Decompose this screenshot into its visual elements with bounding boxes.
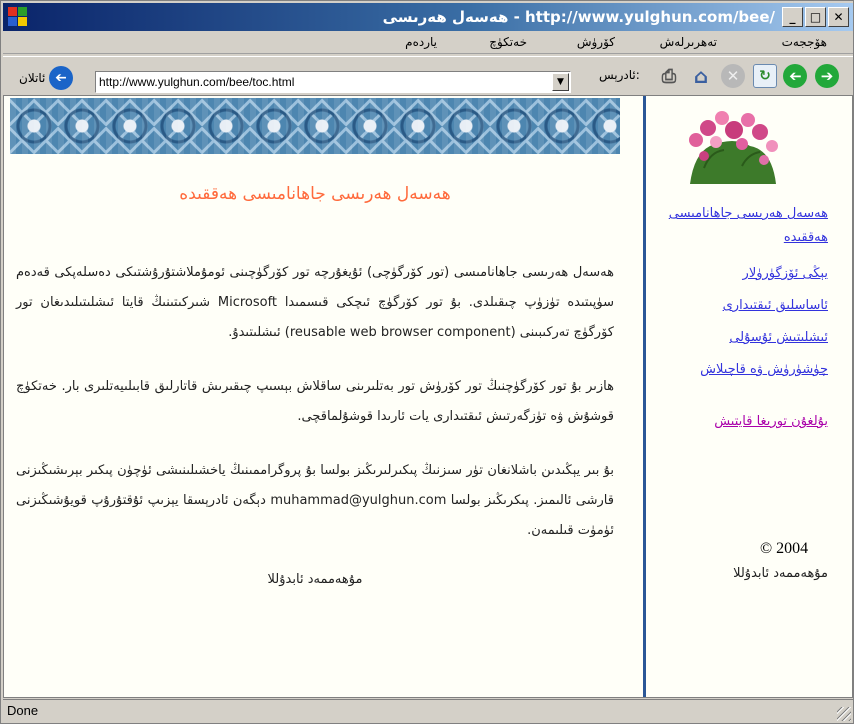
menu-bookmarks[interactable]: خەتكۈچ xyxy=(489,35,527,49)
go-button[interactable] xyxy=(19,66,73,90)
address-dropdown-icon[interactable]: ▼ xyxy=(552,73,569,91)
copyright-text: © 2004 xyxy=(760,540,809,557)
stop-icon[interactable]: ✕ xyxy=(721,64,745,88)
sidebar-author: مۇھەممەد ئابدۇللا xyxy=(733,566,828,581)
menu-edit[interactable]: تەھرىرلەش xyxy=(659,35,717,49)
web-content[interactable] xyxy=(3,95,853,698)
address-value[interactable]: http://www.yulghun.com/bee/toc.html xyxy=(99,75,295,89)
menu-help[interactable]: ياردەم xyxy=(405,35,437,49)
title-bar[interactable] xyxy=(3,3,853,31)
toolbar xyxy=(3,56,853,94)
feedback-paragraph: بۇ بىر يېڭىدىن باشلانغان تۈر سىزنىڭ پىكىرلىرىڭىز بولسا بۇ پروگراممىنىڭ ياخشىلىنىشى ئۈچۈن پىكىر بېرىشىڭىزنى قارشى ئالىمىز. پىكرىڭىز بولسا muhammad@yulghun.com دېگەن ئادرېسقا يېزىپ ئۇقتۇرۇپ قويۇشىڭىزنى ئۈمۈت قىلىمەن. xyxy=(16,463,614,538)
intro-paragraph: هەسەل هەرىسى جاھانامىسى (تور كۆرگۈچى) ئۇيغۇرچە تور كۆرگۈچىنى ئومۇملاشتۇرۇشتىكى دەسلەپكى قەدەم سۈپىتىدە تۈزۈپ چىقىلدى. بۇ تور كۆرگۈچ ئىچكى قىسمىدا Microsoft شىركىتىنىڭ قايتا ئىشلىتىلىدىغان تور كۆرگۈچ تەركىبىنى (reusable web browser component) ئىشلىتىدۇ. xyxy=(16,265,614,340)
sidebar-link-features[interactable]: ئاساسلىق ئىقتىدارى xyxy=(722,298,828,313)
author-name: مۇھەممەد ئابدۇللا xyxy=(267,572,363,587)
home-icon[interactable]: ⌂ xyxy=(693,64,709,88)
address-field[interactable] xyxy=(95,71,571,93)
menu-file[interactable]: ھۆججەت xyxy=(781,35,827,49)
main-content xyxy=(10,154,620,694)
close-button[interactable]: ✕ xyxy=(828,7,849,27)
back-icon[interactable]: ➔ xyxy=(783,64,807,88)
address-label: ئادرېس: xyxy=(599,68,640,82)
menu-bar xyxy=(3,32,853,54)
resize-grip-icon[interactable] xyxy=(837,707,851,721)
sidebar-link-download[interactable]: چۈشۈرۈش ۋە قاچىلاش xyxy=(700,362,828,377)
sidebar xyxy=(646,96,853,698)
features-paragraph: ھازىر بۇ تور كۆرگۈچنىڭ تور كۆرۈش تور بەتلىرىنى ساقلاش بېسىپ چىقىرىش قاتارلىق قابىلىيەتلىرى بار. خەتكۈچ قوشۇش ۋە تۈزگەرتىش ئىقتىدارى يات ئارىدا قوشۇلماقچى. xyxy=(16,379,614,424)
flower-image xyxy=(676,106,788,184)
app-icon xyxy=(8,7,28,27)
maximize-button[interactable]: □ xyxy=(805,7,826,27)
go-arrow-icon: ➔ xyxy=(49,66,73,90)
page-title: هەسەل هەرىسى جاھانامىسى ھەققىدە xyxy=(179,184,451,204)
status-bar xyxy=(3,699,853,723)
sidebar-link-home-site[interactable]: يۇلغۇن تورىغا قايتىش xyxy=(714,414,828,429)
go-label: ئاتلان xyxy=(19,71,46,85)
sidebar-link-whats-new[interactable]: يېڭى ئۆزگۈرۈلار xyxy=(742,266,828,281)
refresh-icon[interactable]: ↻ xyxy=(753,64,777,88)
sidebar-link-usage[interactable]: ئىشلىتىش ئۇسۇلى xyxy=(729,330,828,345)
window-title: هەسەل هەرىسى - http://www.yulghun.com/bee/ xyxy=(382,8,775,26)
forward-icon[interactable]: ➔ xyxy=(815,64,839,88)
sidebar-link-about[interactable]: هەسەل هەرىسى جاھانامىسى ھەققىدە xyxy=(668,206,828,245)
status-text: Done xyxy=(7,703,39,718)
minimize-button[interactable]: _ xyxy=(782,7,803,27)
menu-view[interactable]: كۆرۈش xyxy=(576,35,615,49)
print-icon[interactable]: ⎙ xyxy=(661,65,677,87)
